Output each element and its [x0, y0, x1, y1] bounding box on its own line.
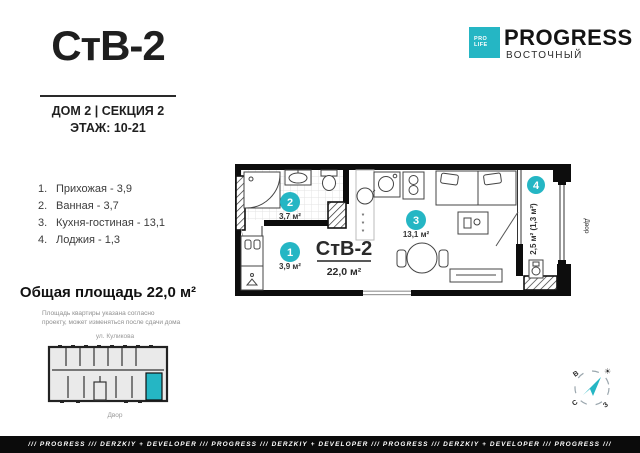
wardrobe-icon — [241, 236, 263, 290]
room1-label — [279, 242, 301, 271]
room-label: Прихожая - 3,9 — [56, 183, 133, 195]
plan-title — [316, 238, 372, 278]
svg-text:*: * — [361, 229, 365, 236]
svg-text:1: 1 — [286, 247, 294, 259]
disclaimer-line1: Площадь квартиры указана согласно — [42, 310, 155, 317]
counter-marks — [362, 213, 365, 236]
svg-text:2,5 м² (1,3 м²): 2,5 м² (1,3 м²) — [529, 203, 538, 255]
window-cap — [558, 260, 566, 264]
compass-north: С — [571, 399, 580, 408]
sideboard-icon — [450, 269, 502, 282]
bed-icon — [436, 171, 516, 205]
svg-text:3,7 м²: 3,7 м² — [279, 212, 301, 221]
developer-ticker: /// PROGRESS /// DERZKIY + DEVELOPER /// PROGRESS /// DERZKIY + DEVELOPER /// PROGRESS /// DERZKIY + DEVELOPER /// PROGRESS /// — [0, 436, 640, 453]
minimap-highlighted-unit — [146, 373, 162, 400]
disclaimer-line2: проекту, может изменяться после сдачи дома — [42, 319, 181, 326]
kitchen-counter — [356, 170, 374, 240]
room-number: 4. — [38, 234, 48, 246]
stove-icon — [403, 172, 424, 199]
floorplan — [228, 156, 592, 308]
desk-icon — [458, 212, 488, 234]
prolife-logo-badge — [469, 27, 500, 58]
svg-text:3: 3 — [412, 215, 420, 227]
balcony-door-swing — [496, 212, 518, 246]
svg-text:3,9 м²: 3,9 м² — [279, 262, 301, 271]
compass-east: В — [572, 370, 581, 379]
room-number: 2. — [38, 200, 48, 212]
svg-text:4: 4 — [532, 180, 540, 192]
svg-text:*: * — [361, 213, 365, 220]
room2-label — [279, 192, 301, 221]
list-item — [38, 217, 218, 229]
building-info: ДОМ 2 | СЕКЦИЯ 2 — [51, 104, 165, 118]
minimap-yard-label: Двор — [107, 412, 123, 419]
floor-info: ЭТАЖ: 10-21 — [70, 121, 146, 135]
loggia-fixture-icon — [529, 260, 543, 278]
room-number: 3. — [38, 217, 48, 229]
room-label: Кухня-гостиная - 13,1 — [56, 217, 166, 229]
svg-text:СтВ-2: СтВ-2 — [315, 238, 373, 260]
prolife-logo-line1: PRO — [474, 36, 488, 42]
list-item — [38, 183, 218, 195]
prolife-logo-line2: LIFE — [474, 42, 488, 48]
building-minimap — [46, 342, 170, 408]
shower-icon — [244, 172, 280, 208]
room-legend — [38, 183, 218, 251]
total-area-label: Общая площадь 22,0 м² — [19, 284, 197, 301]
brand-name: PROGRESS — [504, 25, 633, 50]
plan-yard-label: Двор — [583, 218, 590, 234]
svg-text:22,0 м²: 22,0 м² — [326, 266, 362, 278]
window-cap — [558, 181, 566, 185]
room-label: Лоджия - 1,3 — [56, 234, 121, 246]
compass-icon — [566, 362, 618, 414]
room-number: 1. — [38, 183, 48, 195]
sun-icon: ☀ — [604, 367, 612, 376]
title-underline — [40, 95, 176, 97]
street-label: ул. Куликова — [95, 333, 135, 340]
district-name: ВОСТОЧНЫЙ — [506, 50, 583, 61]
room3-label — [403, 210, 430, 239]
compass-arrow — [583, 377, 601, 396]
toilet-icon — [321, 170, 337, 191]
page-title: СтВ-2 — [51, 22, 165, 69]
svg-text:*: * — [361, 221, 365, 228]
room-label: Ванная - 3,7 — [56, 200, 119, 212]
entrance-opening — [363, 291, 411, 296]
svg-text:2: 2 — [286, 197, 294, 209]
washing-machine-icon — [374, 172, 400, 197]
list-item — [38, 200, 218, 212]
disclaimer-text — [42, 309, 202, 327]
compass-west: З — [602, 401, 610, 410]
svg-text:13,1 м²: 13,1 м² — [402, 230, 430, 239]
list-item — [38, 234, 218, 246]
dining-table-icon — [397, 243, 448, 273]
sink-icon — [285, 170, 311, 185]
room4-label — [527, 176, 545, 255]
